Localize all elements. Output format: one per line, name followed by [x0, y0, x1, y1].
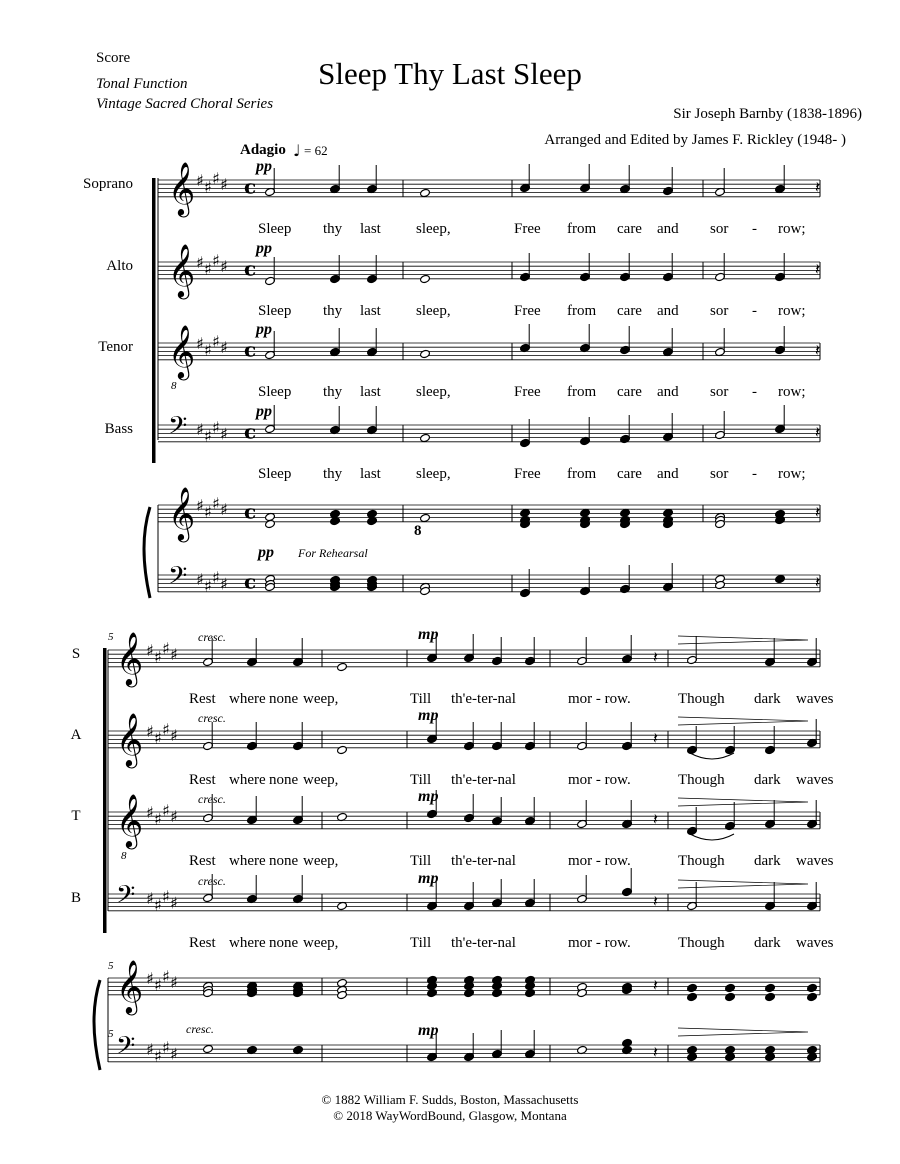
notehead: [492, 988, 503, 997]
quarter-rest-icon: 𝄽: [653, 891, 658, 911]
notehead: [420, 188, 431, 197]
sharp-icon: ♯: [196, 496, 204, 515]
notehead: [337, 745, 348, 754]
expression-cresc: cresc.: [198, 630, 226, 644]
lyric-syllable: weep,: [303, 691, 339, 707]
expression-cresc: cresc.: [198, 874, 226, 888]
part-name-bass: Bass: [104, 421, 133, 437]
lyric-syllable: dark: [754, 772, 781, 788]
lyric-syllable: Sleep: [258, 466, 292, 482]
sharp-icon: ♯: [170, 973, 178, 993]
lyric-syllable: where: [229, 853, 266, 869]
lyric-syllable: last: [360, 303, 381, 319]
crescendo-hairpin-icon: [678, 880, 808, 888]
sharp-icon: ♯: [146, 722, 154, 741]
notehead: [265, 519, 276, 528]
lyric-syllable: row;: [778, 221, 806, 237]
sharp-icon: ♯: [220, 424, 228, 444]
lyric-syllable: dark: [754, 691, 781, 707]
lyric-syllable: -: [752, 466, 757, 482]
measure-number: 5: [108, 1028, 114, 1040]
sharp-icon: ♯: [146, 1040, 154, 1060]
notehead: [807, 983, 818, 992]
sharp-icon: ♯: [196, 253, 204, 272]
sharp-icon: ♯: [154, 975, 162, 995]
series-line-1: Tonal Function: [96, 76, 188, 92]
sharp-icon: ♯: [220, 175, 228, 195]
lyric-syllable: Though: [678, 772, 725, 788]
sharp-icon: ♯: [204, 340, 212, 360]
dynamic-mp: mp: [418, 707, 439, 724]
choir-bracket: [103, 648, 107, 933]
sharp-icon: ♯: [204, 502, 212, 522]
quarter-rest-icon: 𝄽: [815, 177, 820, 197]
composer-credit: Sir Joseph Barnby (1838-1896): [673, 106, 862, 122]
notehead: [420, 513, 431, 522]
quarter-rest-icon: 𝄽: [653, 1042, 658, 1062]
sharp-icon: ♯: [170, 807, 178, 827]
sharp-icon: ♯: [204, 576, 212, 596]
lyric-syllable: sor: [710, 221, 729, 237]
piano-bass-staff-sys2: [108, 1042, 820, 1062]
treble-clef-icon: 𝄞: [168, 323, 196, 378]
metronome-value: = 62: [304, 143, 328, 158]
sharp-icon: ♯: [220, 257, 228, 277]
lyric-syllable: mor - row.: [568, 935, 631, 951]
lyric-syllable: care: [617, 303, 642, 319]
notehead: [765, 992, 776, 1001]
part-abbr-s: S: [71, 646, 81, 662]
lyric-syllable: from: [567, 303, 597, 319]
sharp-icon: ♯: [154, 728, 162, 748]
lyric-syllable: last: [360, 466, 381, 482]
lyric-syllable: none: [269, 691, 299, 707]
lyric-syllable: row;: [778, 466, 806, 482]
quarter-rest-icon: 𝄽: [653, 728, 658, 748]
lyric-syllable: -: [752, 303, 757, 319]
sharp-icon: ♯: [196, 334, 204, 353]
lyric-syllable: waves: [796, 691, 834, 707]
lyric-syllable: Sleep: [258, 221, 292, 237]
lyric-syllable: sor: [710, 303, 729, 319]
crescendo-hairpin-icon: [678, 1028, 808, 1036]
lyric-syllable: care: [617, 221, 642, 237]
lyric-syllable: weep,: [303, 772, 339, 788]
notehead: [725, 992, 736, 1001]
page-title: Sleep Thy Last Sleep: [318, 56, 582, 91]
arranger-credit: Arranged and Edited by James F. Rickley (1948- ): [544, 132, 846, 148]
bass-clef-icon: 𝄢: [168, 411, 188, 447]
part-name-tenor: Tenor: [98, 339, 133, 355]
sharp-icon: ♯: [170, 1044, 178, 1064]
sharp-icon: ♯: [196, 570, 204, 590]
common-time-icon: c: [244, 337, 257, 362]
lyric-syllable: Free: [514, 303, 541, 319]
tempo-marking: Adagio: [240, 142, 286, 158]
lyric-syllable: weep,: [303, 853, 339, 869]
copyright-line-2: © 2018 WayWordBound, Glasgow, Montana: [333, 1108, 567, 1123]
sharp-icon: ♯: [162, 966, 170, 986]
octave-marker: 8: [171, 380, 177, 392]
tie-figure: 8: [414, 523, 422, 539]
quarter-rest-icon: 𝄽: [653, 647, 658, 667]
lyric-syllable: last: [360, 221, 381, 237]
measure-number: 5: [108, 631, 114, 643]
sharp-icon: ♯: [212, 418, 220, 438]
lyric-syllable: and: [657, 466, 679, 482]
lyric-syllable: mor - row.: [568, 691, 631, 707]
sharp-icon: ♯: [146, 803, 154, 822]
part-abbr-t: T: [71, 808, 81, 824]
lyric-syllable: from: [567, 221, 597, 237]
sharp-icon: ♯: [220, 574, 228, 594]
lyric-syllable: Till: [410, 772, 432, 788]
slur-icon: [690, 753, 734, 759]
sharp-icon: ♯: [212, 568, 220, 588]
sharp-icon: ♯: [162, 800, 170, 820]
sharp-icon: ♯: [170, 726, 178, 746]
crescendo-hairpin-icon: [678, 636, 808, 644]
lyric-syllable: sleep,: [416, 384, 451, 400]
lyric-syllable: Free: [514, 384, 541, 400]
lyric-syllable: none: [269, 935, 299, 951]
lyric-syllable: waves: [796, 772, 834, 788]
lyric-syllable: thy: [323, 221, 343, 237]
notehead: [427, 988, 438, 997]
sharp-icon: ♯: [162, 887, 170, 907]
lyric-syllable: and: [657, 303, 679, 319]
lyric-syllable: th'e-ter-nal: [451, 772, 516, 788]
sharp-icon: ♯: [146, 641, 154, 660]
part-name-soprano: Soprano: [83, 176, 133, 192]
lyric-syllable: Free: [514, 221, 541, 237]
common-time-icon: c: [244, 174, 257, 199]
treble-clef-icon: 𝄞: [168, 242, 196, 297]
lyric-syllable: where: [229, 772, 266, 788]
sharp-icon: ♯: [154, 809, 162, 829]
notehead: [337, 662, 348, 671]
lyric-syllable: sleep,: [416, 221, 451, 237]
lyric-syllable: Sleep: [258, 303, 292, 319]
series-line-2: Vintage Sacred Choral Series: [96, 96, 274, 112]
notehead: [725, 983, 736, 992]
part-abbr-a: A: [70, 727, 82, 743]
notehead: [420, 433, 431, 442]
treble-clef-icon: 𝄞: [168, 160, 196, 215]
lyric-syllable: Rest: [189, 853, 216, 869]
copyright-line-1: © 1882 William F. Sudds, Boston, Massachusetts: [321, 1092, 579, 1107]
lyric-syllable: Rest: [189, 772, 216, 788]
lyric-syllable: th'e-ter-nal: [451, 691, 516, 707]
lyric-syllable: Free: [514, 466, 541, 482]
part-abbr-b: B: [70, 890, 81, 906]
sharp-icon: ♯: [204, 177, 212, 197]
lyric-syllable: sleep,: [416, 303, 451, 319]
quarter-rest-icon: 𝄽: [815, 502, 820, 522]
crescendo-hairpin-icon: [678, 798, 808, 806]
notehead: [687, 983, 698, 992]
lyric-syllable: none: [269, 853, 299, 869]
lyric-syllable: Rest: [189, 691, 216, 707]
notehead: [203, 1044, 214, 1053]
notehead: [775, 574, 786, 583]
score-label: Score: [96, 50, 131, 66]
bass-clef-icon: 𝄢: [168, 561, 188, 597]
quarter-note-icon: ♩: [293, 141, 301, 160]
lyric-syllable: Though: [678, 853, 725, 869]
sharp-icon: ♯: [212, 168, 220, 188]
sharp-icon: ♯: [204, 259, 212, 279]
sharp-icon: ♯: [154, 1046, 162, 1066]
dynamic-pp: pp: [256, 403, 272, 420]
sharp-icon: ♯: [162, 719, 170, 739]
treble-clef-icon: 𝄞: [116, 630, 144, 685]
quarter-rest-icon: 𝄽: [815, 340, 820, 360]
lyric-syllable: where: [229, 935, 266, 951]
expression-cresc-piano: cresc.: [186, 1022, 214, 1036]
lyric-syllable: sor: [710, 466, 729, 482]
quarter-rest-icon: 𝄽: [815, 422, 820, 442]
rehearsal-label: For Rehearsal: [298, 546, 368, 560]
lyric-syllable: thy: [323, 303, 343, 319]
lyric-syllable: -: [752, 221, 757, 237]
lyric-syllable: th'e-ter-nal: [451, 935, 516, 951]
lyric-syllable: thy: [323, 466, 343, 482]
lyric-syllable: row;: [778, 303, 806, 319]
treble-clef-icon: 𝄞: [116, 792, 144, 847]
notehead: [464, 988, 475, 997]
sharp-icon: ♯: [162, 638, 170, 658]
notehead: [687, 992, 698, 1001]
lyric-syllable: Till: [410, 935, 432, 951]
octave-marker: 8: [121, 850, 127, 862]
choir-bracket: [152, 178, 156, 463]
sharp-icon: ♯: [196, 171, 204, 190]
lyric-syllable: waves: [796, 853, 834, 869]
dynamic-mp-piano: mp: [418, 1022, 439, 1039]
lyric-syllable: from: [567, 384, 597, 400]
lyric-syllable: dark: [754, 935, 781, 951]
lyric-syllable: last: [360, 384, 381, 400]
staff-a-sys2: [108, 728, 820, 748]
dynamic-mp: mp: [418, 788, 439, 805]
sharp-icon: ♯: [162, 1038, 170, 1058]
lyric-syllable: Though: [678, 935, 725, 951]
common-time-icon: c: [244, 419, 257, 444]
treble-clef-icon: 𝄞: [116, 958, 144, 1013]
sharp-icon: ♯: [212, 250, 220, 270]
dynamic-mp: mp: [418, 626, 439, 643]
slur-icon: [690, 834, 734, 840]
lyric-syllable: th'e-ter-nal: [451, 853, 516, 869]
sharp-icon: ♯: [196, 420, 204, 440]
quarter-rest-icon: 𝄽: [815, 259, 820, 279]
crescendo-hairpin-icon: [678, 717, 808, 725]
lyric-syllable: mor - row.: [568, 853, 631, 869]
lyric-syllable: dark: [754, 853, 781, 869]
bass-clef-icon: 𝄢: [116, 1031, 136, 1067]
notehead: [807, 992, 818, 1001]
lyric-syllable: thy: [323, 384, 343, 400]
sharp-icon: ♯: [212, 493, 220, 513]
sharp-icon: ♯: [154, 647, 162, 667]
lyric-syllable: Rest: [189, 935, 216, 951]
dynamic-pp: pp: [256, 158, 272, 175]
notehead: [525, 988, 536, 997]
lyric-syllable: none: [269, 772, 299, 788]
treble-clef-icon: 𝄞: [116, 711, 144, 766]
lyric-syllable: care: [617, 384, 642, 400]
lyric-syllable: and: [657, 384, 679, 400]
lyric-syllable: row;: [778, 384, 806, 400]
dynamic-pp: pp: [256, 240, 272, 257]
sharp-icon: ♯: [220, 500, 228, 520]
measure-number: 5: [108, 960, 114, 972]
common-time-icon: c: [244, 569, 257, 594]
expression-cresc: cresc.: [198, 792, 226, 806]
lyric-syllable: sor: [710, 384, 729, 400]
dynamic-pp-rehearsal: pp: [258, 544, 274, 561]
lyric-syllable: waves: [796, 935, 834, 951]
lyric-syllable: and: [657, 221, 679, 237]
lyric-syllable: mor - row.: [568, 772, 631, 788]
quarter-rest-icon: 𝄽: [653, 975, 658, 995]
lyric-syllable: weep,: [303, 935, 339, 951]
lyric-syllable: where: [229, 691, 266, 707]
notehead: [765, 983, 776, 992]
sharp-icon: ♯: [220, 338, 228, 358]
lyric-syllable: care: [617, 466, 642, 482]
sharp-icon: ♯: [146, 969, 154, 988]
common-time-icon: c: [244, 499, 257, 524]
bass-clef-icon: 𝄢: [116, 880, 136, 916]
lyric-syllable: Till: [410, 691, 432, 707]
staff-b-sys2: [108, 891, 820, 911]
sharp-icon: ♯: [170, 645, 178, 665]
lyric-syllable: from: [567, 466, 597, 482]
lyric-syllable: sleep,: [416, 466, 451, 482]
lyric-syllable: Till: [410, 853, 432, 869]
notehead: [420, 349, 431, 358]
dynamic-mp: mp: [418, 870, 439, 887]
part-name-alto: Alto: [106, 258, 133, 274]
sharp-icon: ♯: [154, 895, 162, 915]
sharp-icon: ♯: [212, 331, 220, 351]
lyric-syllable: -: [752, 384, 757, 400]
quarter-rest-icon: 𝄽: [653, 809, 658, 829]
notehead: [420, 274, 431, 283]
sharp-icon: ♯: [204, 426, 212, 446]
dynamic-pp: pp: [256, 321, 272, 338]
lyric-syllable: Though: [678, 691, 725, 707]
common-time-icon: c: [244, 256, 257, 281]
staff-t-sys2: [108, 809, 820, 829]
lyric-syllable: Sleep: [258, 384, 292, 400]
quarter-rest-icon: 𝄽: [815, 572, 820, 592]
piano-brace-icon: [144, 507, 150, 598]
sharp-icon: ♯: [146, 889, 154, 909]
expression-cresc: cresc.: [198, 711, 226, 725]
sharp-icon: ♯: [170, 893, 178, 913]
treble-clef-icon: 𝄞: [168, 485, 196, 540]
piano-brace-icon: [94, 980, 100, 1070]
